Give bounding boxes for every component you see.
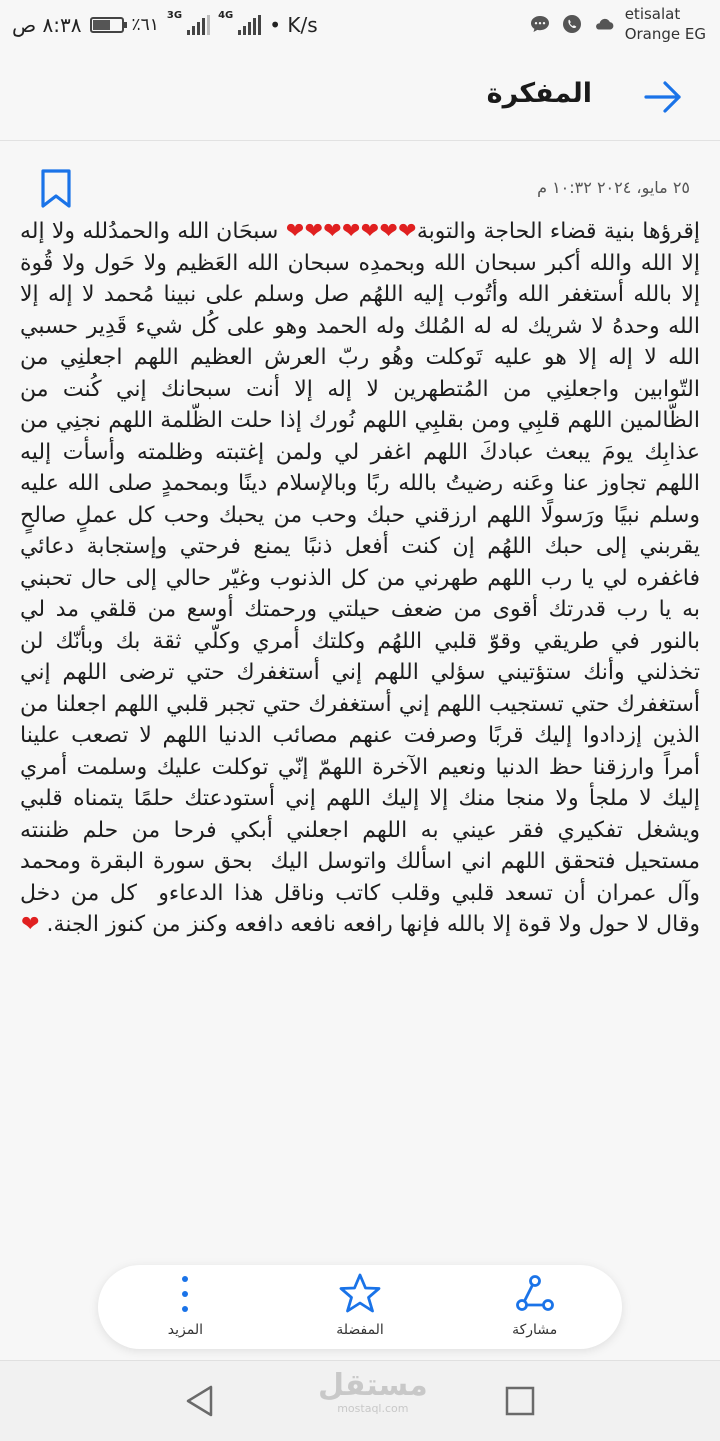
back-button[interactable] <box>642 76 684 118</box>
battery-percent: ٪٦١ <box>131 15 159 35</box>
triangle-back-icon <box>182 1383 218 1419</box>
battery-level <box>93 20 110 30</box>
watermark-logo: مستقل <box>318 1368 428 1403</box>
more-label: المزيد <box>167 1322 203 1338</box>
more-icon <box>163 1272 207 1316</box>
carrier-2: Orange EG <box>624 25 706 43</box>
network-3g-label: 3G <box>166 10 183 21</box>
more-button[interactable] <box>125 1272 245 1342</box>
arrow-right-icon <box>642 76 684 118</box>
nav-back-button[interactable] <box>182 1383 218 1419</box>
status-time: ٨:٣٨ ص <box>12 13 82 37</box>
page-title: المفكرة <box>486 78 592 109</box>
favorite-label: المفضلة <box>336 1322 384 1338</box>
share-button[interactable] <box>475 1272 595 1342</box>
share-icon <box>513 1272 557 1316</box>
carrier-1: etisalat <box>624 5 681 23</box>
note-content[interactable] <box>13 216 700 941</box>
note-body-text: سبحَان الله والحمدُلله ولا إله إلا الله والله أكبر سبحان الله وبحمدِه سبحان الله العَظيم ولا حَول ولا قُوة إلا بالله أستغفر الله وأتُوب إليه اللهُم صل وسلم على نبينا مُحمد لا إله إلا الله وحدهُ لا شريك له له المُلك وله الحمد وهو على كُل شيء قَدِير حسبي الله لا إله إلا هو عليه تَوكلت وهُو ربّ العرش العظيم اللهم اجعلنِي من التّوابين واجعلنِي من المُتطهرين لا إله إلا أنت سبحانك إني كُنت من الظّالمين اللهم قلبِي ومن بقلبِي اللهم نُورك إذا حلت الظّلمة اللهم نجنِي من عذابِك يومَ يبعث عبادكَ اللهم اغفر لي ولمن إغتبته وظلمته وأسأت إليه اللهم تجاوز عنا وعَنه رضيتُ بالله ربًا وبالإسلام دينًا وبمحمدٍ صلى الله عليه وسلم نبيًا ورَسولًا اللهم ارزقني حبك وحب من يحبك وحب كل عملٍ صالحٍ يقربني إلى حبك اللهُم إن كنت أفعل ذنبًا يمنع فرحتي وإستجابة دعائي فاغفره لي يا رب اللهم طهرني من كل الذنوب وغيّر حالي إلى حال تحبني به يا رب قدرتك أقوى من ضعف حيلتي ورحمتك أوسع من قلقي مد لي بالنور في طريقي وقوّ قلبي اللهُم وكلتك أمري وكلّي ثقة بك وبأنّك لن تخذلني وأنك ستؤتيني سؤلي اللهم إني أستغفرك حتي ترضى اللهم إني أستغفرك حتي تستجيب اللهم إني أستغفرك حتي تجبر قلبي اللهم اجعلنا من الذين إزدادوا إليك قربًا وصرفت عنهم مصائب الدنيا اللهم لا تصعب علينا أمراً وارزقنا حظ الدنيا ونعيم الآخرة اللهمّ إنّي توكلت عليك وسلمت أمري إليك لا ملجأ ولا منجا منك إلا إليك اللهم إني أستودعتك حلمًا يتمناه قلبي ويشغل تفكيري فقر عيني به اللهم اجعلني أبكي فرحا من حلم ظننته مستحيل فتحقق اللهم اني اسألك واتوسل اليك بحق سورة البقرة ومحمد وآل عمران أن تسعد قلبي وقلب كاتب وناقل هذا الدعاءو كل من دخل وقال لا حول ولا قوة إلا بالله فإنها رافعه نافعه دافعه وكنز من كنوز الجنة. <box>13 219 700 937</box>
carrier-info <box>625 4 706 44</box>
watermark-url: mostaql.com <box>337 1402 409 1415</box>
status-left <box>12 10 318 40</box>
share-label: مشاركة <box>512 1322 558 1338</box>
network-speed: • K/s <box>269 13 318 37</box>
watermark <box>318 1368 428 1415</box>
battery-icon <box>90 17 124 33</box>
system-nav-bar <box>0 1360 720 1441</box>
note-action-bar <box>98 1265 622 1349</box>
nav-recents-button[interactable] <box>502 1383 538 1419</box>
note-date: ٢٥ مايو، ٢٠٢٤ ١٠:٣٢ م <box>537 178 690 197</box>
message-icon <box>529 13 551 35</box>
favorite-button[interactable] <box>300 1272 420 1342</box>
signal-icon-2 <box>238 15 261 35</box>
cloud-icon <box>593 13 615 35</box>
end-heart-emoji: ❤ <box>21 912 40 937</box>
bookmark-button[interactable] <box>38 168 74 210</box>
note-first-line: إقرؤها بنية قضاء الحاجة والتوبة <box>416 219 700 244</box>
signal-icon <box>187 15 210 35</box>
status-right <box>529 4 706 44</box>
square-recents-icon <box>502 1383 538 1419</box>
app-header <box>0 56 720 141</box>
bookmark-icon <box>38 168 74 210</box>
heart-emojis: ❤❤❤❤❤❤❤ <box>285 219 417 244</box>
network-4g-label: 4G <box>218 10 234 21</box>
whatsapp-icon <box>561 13 583 35</box>
star-icon <box>338 1272 382 1316</box>
status-bar <box>0 0 720 56</box>
